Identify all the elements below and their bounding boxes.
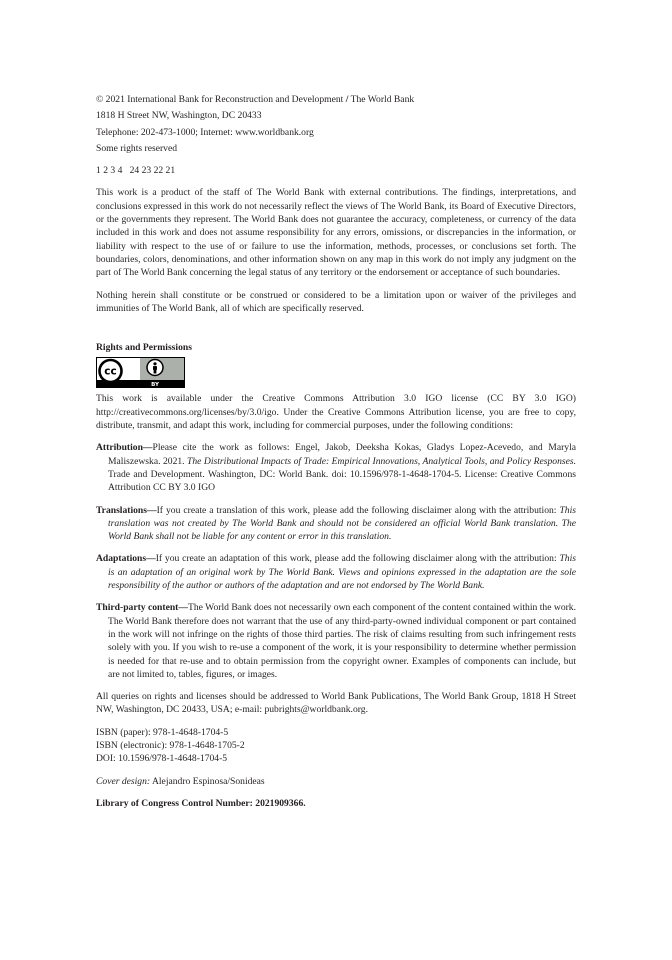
printing-line: 1 2 3 4 24 23 22 21 [96,165,176,177]
copyright-org-suffix: The World Bank [348,94,415,105]
by-label: BY [151,382,159,389]
doi-line: DOI: 10.1596/978-1-4648-1704-5 [96,753,228,765]
license-intro: This work is available under the Creative Commons Attribution 3.0 IGO license (CC BY 3.0 IGO) http://creativecommons.org/licenses/by/3.0/igo. Under the Creative Commons Attribution license, you are free to copy, distribute, transmit, and adapt this work, including for commercial purposes, under the following conditions: [96,393,576,432]
queries-paragraph: All queries on rights and licenses should be addressed to World Bank Publications, The World Bank Group, 1818 H Street NW, Washington, DC 20433, USA; e-mail: pubrights@worldbank.org. [96,691,576,716]
adaptation-disclaimer: This is an adaptation of an original work by The World Bank. Views and opinions expressed in the adaptation are the sole responsibility of the author or authors of the adaptation and are not endorsed by The World Bank. [108,553,576,592]
isbn-electronic: ISBN (electronic): 978-1-4648-1705-2 [96,739,245,751]
cc-icon-label: cc [104,366,117,379]
copyright-line [96,93,576,106]
cc-icon [100,360,122,382]
copyright-page-content [96,93,576,810]
third-party-item: Third-party content—The World Bank does not necessarily own each component of the content contained within the work. The World Bank therefore does not warrant that the use of any third-party-owned individual component or part contained in the work will not infringe on the rights of those third parties. The risk of claims resulting from such infringement rests solely with you. If you wish to re-use a component of the work, it is your responsibility to determine whether permission is needed for that re-use and to obtain permission from the copyright owner. Examples of components can include, but are not limited to, tables, figures, or images. [96,602,577,680]
copyright-separator: / [345,94,349,105]
cited-work-title: The Distributional Impacts of Trade: Empirical Innovations, Analytical Tools, and Policy Responses. [187,455,576,467]
rights-reserved: Some rights reserved [96,142,177,154]
identifiers-block [96,726,576,766]
translation-disclaimer: This translation was not created by The World Bank and should not be considered an official World Bank translation. The World Bank shall not be liable for any content or error in this translation. [108,504,576,543]
adaptations-item: Adaptations—If you create an adaptation of this work, please add the following disclaimer along with the attribution: This is an adaptation of an original work by The World Bank. Views and opinions expressed in the adaptation are the sole responsibility of the author or authors of the adaptation and are not endorsed by The World Bank. [96,553,576,592]
cover-design-label: Cover design: [96,775,151,787]
adaptations-label: Adaptations [96,553,147,565]
cover-design-credit [96,775,576,788]
privileges-paragraph: Nothing herein shall constitute or be construed or considered to be a limitation upon or waiver of the privileges and immunities of The World Bank, all of which are specifically reserved. [96,289,576,314]
isbn-paper: ISBN (paper): 978-1-4648-1704-5 [96,726,229,738]
cover-design-value: Alejandro Espinosa/Sonideas [150,775,265,787]
contact-line: Telephone: 202-473-1000; Internet: www.worldbank.org [96,126,314,138]
translations-label: Translations [96,504,147,516]
cc-by-license-badge [96,357,185,388]
disclaimer-paragraph: This work is a product of the staff of The World Bank with external contributions. The findings, interpretations, and conclusions expressed in this work do not necessarily reflect the views of The World Bank, its Board of Executive Directors, or the governments they represent. The World Bank does not guarantee the accuracy, completeness, or currency of the data included in this work and does not assume responsibility for any errors, omissions, or discrepancies in the information, or liability with respect to the use of or failure to use the information, methods, processes, or conclusions set forth. The boundaries, colors, denominations, and other information shown on any map in this work do not imply any judgment on the part of The World Bank concerning the legal status of any territory or the endorsement or acceptance of such boundaries. [96,187,576,279]
rights-heading: Rights and Permissions [96,342,192,354]
copyright-org: © 2021 International Bank for Reconstruction and Development [96,94,346,105]
attribution-item: Attribution—Please cite the work as follows: Engel, Jakob, Deeksha Kokas, Gladys Lopez-Acevedo, and Maryla Maliszewska. 2021. The Distributional Impacts of Trade: Empirical Innovations, Analytical Tools, and Policy Responses. Trade and Development. Washington, DC: World Bank. doi: 10.1596/978-1-4648-1704-5. License: Creative Commons Attribution CC BY 3.0 IGO [96,442,576,494]
third-party-label: Third-party content [96,602,179,614]
attribution-label: Attribution [96,442,143,454]
loc-control-number: Library of Congress Control Number: 2021909366. [96,797,306,809]
attribution-person-icon [147,360,163,376]
translations-item: Translations—If you create a translation of this work, please add the following disclaimer along with the attribution: This translation was not created by The World Bank and should not be considered an official World Bank translation. The World Bank shall not be liable for any content or error in this translation. [96,504,576,543]
address-line: 1818 H Street NW, Washington, DC 20433 [96,110,262,122]
